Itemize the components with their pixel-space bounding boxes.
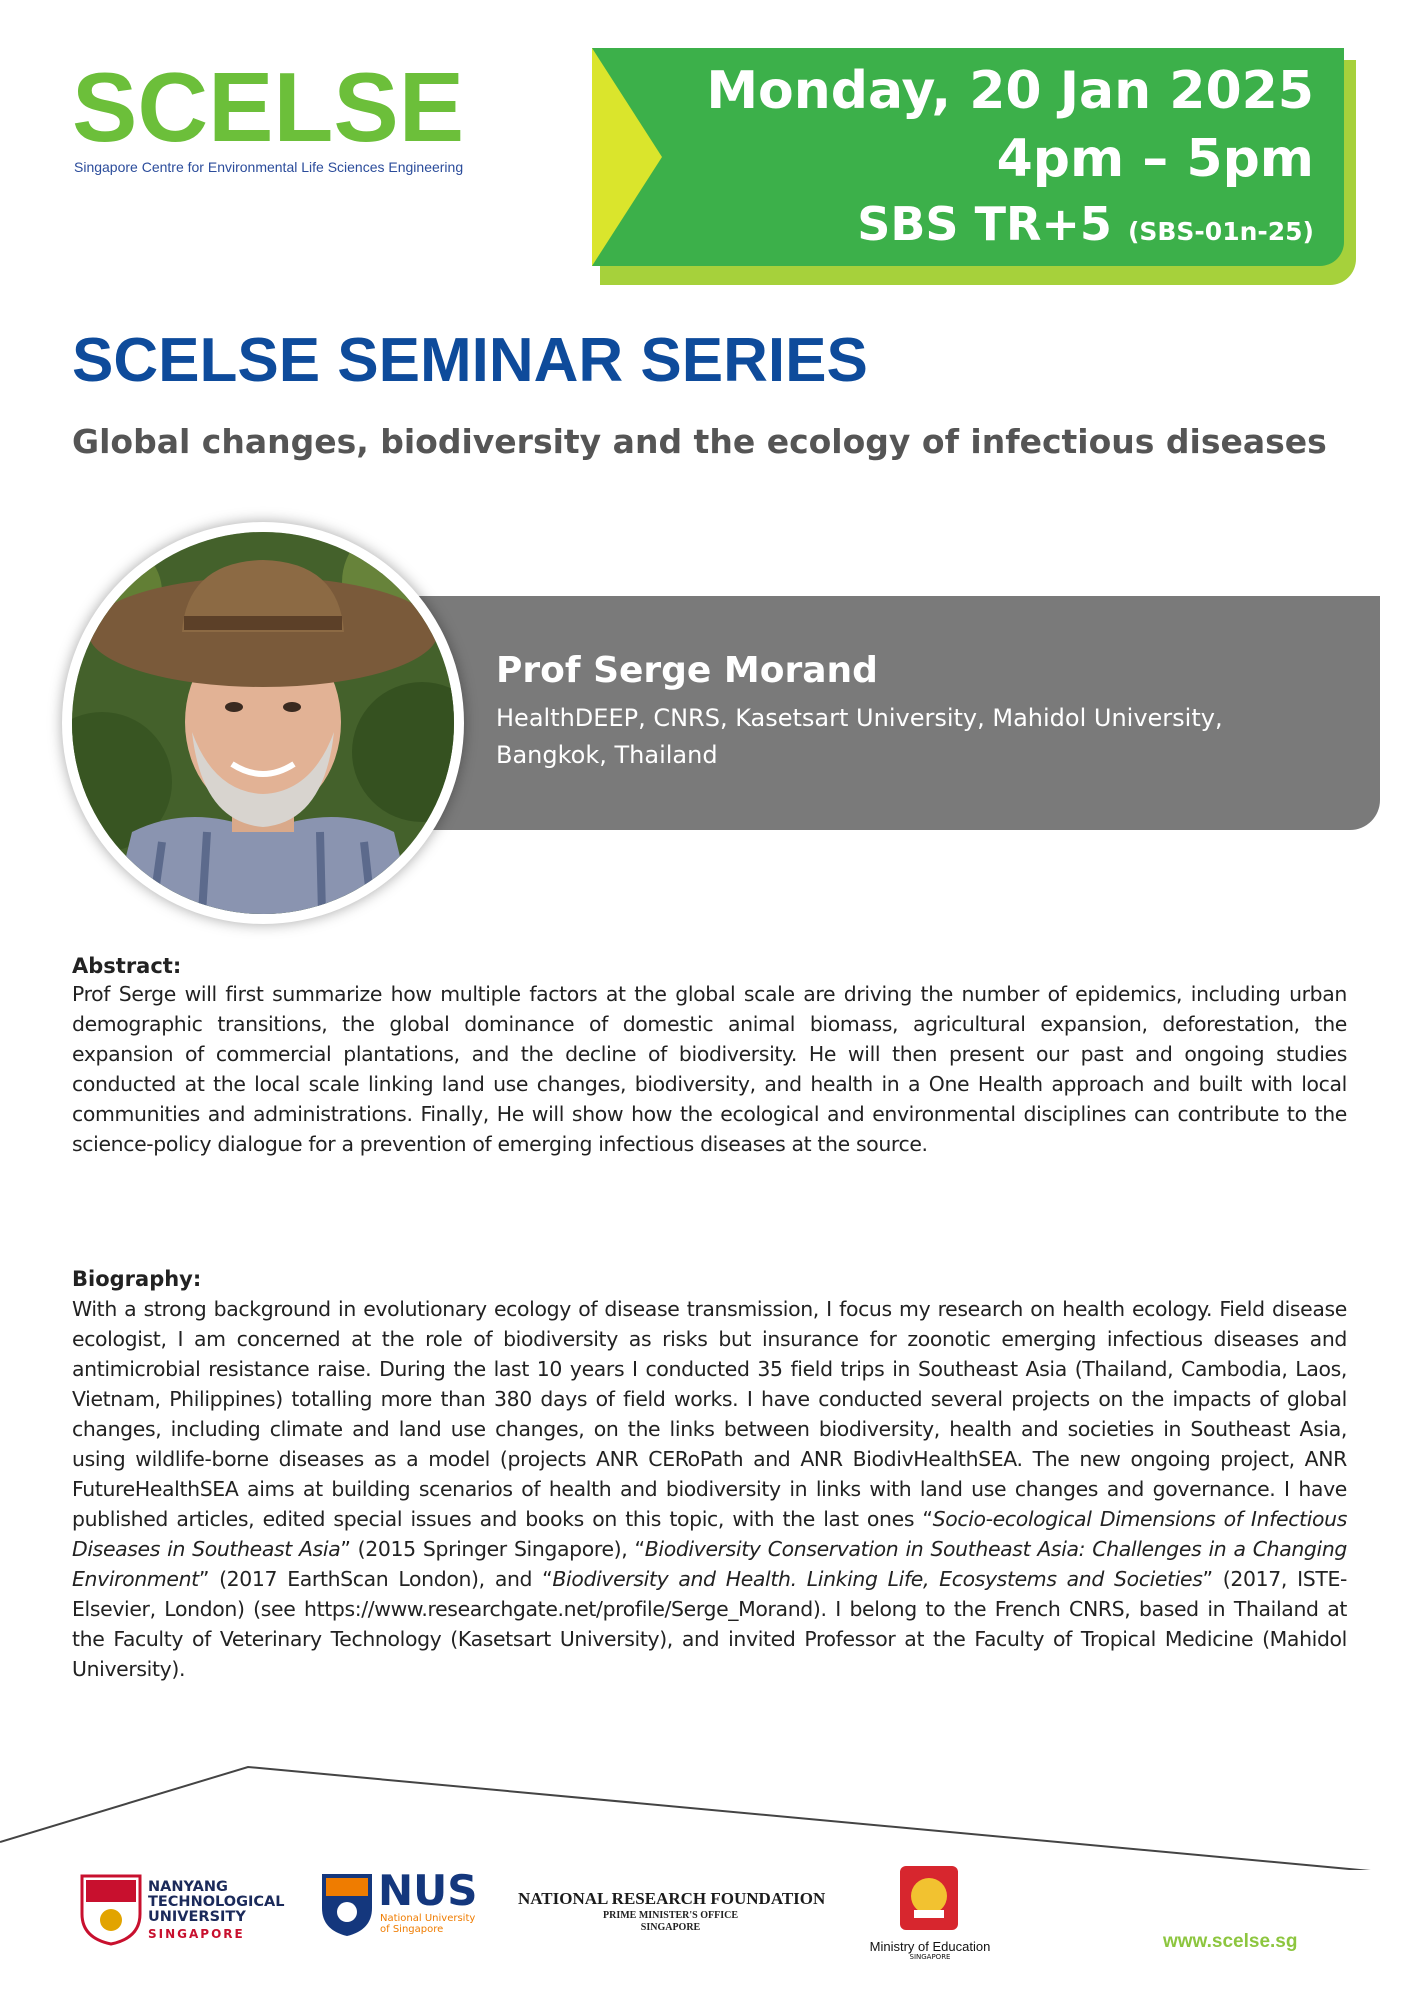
- book-title-3: Biodiversity and Health. Linking Life, Ecosystems and Societies: [552, 1567, 1203, 1591]
- abstract-heading: Abstract:: [72, 954, 182, 978]
- nrf-title: NATIONAL RESEARCH FOUNDATION: [518, 1889, 826, 1908]
- event-venue-code: (SBS-01n-25): [1127, 217, 1314, 246]
- biography-text: [72, 1294, 1347, 1684]
- biography-part-3: ” (2017 EarthScan London), and “: [198, 1567, 553, 1591]
- speaker-photo: [72, 532, 454, 914]
- abstract-text: Prof Serge will first summarize how multiple factors at the global scale are driving the number of epidemics, including urban demographic transitions, the global dominance of domestic animal biomass, agricultural expansion, deforestation, the expansion of commercial plantations, and the decline of biodiversity. He will then present our past and ongoing studies conducted at the local scale linking land use changes, biodiversity, and health in a One Health approach and built with local communities and administrations. Finally, He will show how the ecological and environmental disciplines can contribute to the science-policy dialogue for a prevention of emerging infectious diseases at the source.: [72, 982, 1347, 1156]
- nus-logo: NUS: [378, 1866, 478, 1915]
- nus-fullname: [380, 1913, 475, 1935]
- biography-part-1: With a strong background in evolutionary ecology of disease transmission, I focus my research on health ecology. Field disease ecologist, I am concerned at the role of biodiversity as risks but insurance for zoonotic emerging infectious diseases and antimicrobial resistance raise. During the last 10 years I conducted 35 field trips in Southeast Asia (Thailand, Cambodia, Laos, Vietnam, Philippines) totalling more than 380 days of field works. I have conducted several projects on the impacts of global changes, including climate and land use changes, on the links between biodiversity, health and societies in Southeast Asia, using wildlife-borne diseases as a model (projects ANR CERoPath and ANR BiodivHealthSEA. The new ongoing project, ANR FutureHealthSEA aims at building scenarios of health and biodiversity in links with land use changes and governance. I have published articles, edited special issues and books on this topic, with the last ones “: [72, 1297, 1347, 1531]
- website-link[interactable]: www.scelse.sg: [1163, 1931, 1298, 1952]
- biography-part-4: ” (2017, ISTE-Elsevier, London) (see https://www.researchgate.net/profile/Serge_Morand). I belong to the French CNRS, based in Thailand at the Faculty of Veterinary Technology (Kasetsart University), and invited Professor at the Faculty of Tropical Medicine (Mahidol University).: [72, 1567, 1347, 1681]
- scelse-logo-subtitle: Singapore Centre for Environmental Life Sciences Engineering: [74, 159, 464, 175]
- event-venue-name: SBS TR+5: [857, 197, 1112, 251]
- book-title-1: Socio-ecological Dimensions of Infectious Diseases in Southeast Asia: [72, 1507, 1347, 1561]
- moe-crest-icon: [896, 1862, 962, 1934]
- footer-divider: [0, 1750, 1414, 1870]
- ntu-crest-icon: [80, 1874, 142, 1946]
- biography-part-2: ” (2015 Springer Singapore), “: [340, 1537, 645, 1561]
- event-date: Monday, 20 Jan 2025: [706, 61, 1314, 121]
- speaker-affiliation: HealthDEEP, CNRS, Kasetsart University, Mahidol University, Bangkok, Thailand: [496, 704, 1223, 769]
- nrf-subtitle: [518, 1910, 823, 1934]
- nrf-line-1: PRIME MINISTER'S OFFICE: [602, 1910, 738, 1921]
- ntu-line-3: UNIVERSITY: [148, 1909, 246, 1925]
- ntu-line-1: NANYANG: [148, 1879, 228, 1895]
- nus-line-2: of Singapore: [380, 1924, 444, 1935]
- ntu-name: [148, 1880, 284, 1925]
- event-time: 4pm – 5pm: [996, 129, 1314, 189]
- event-venue: [857, 194, 1314, 262]
- book-title-2: Biodiversity Conservation in Southeast Asia: Challenges in a Changing Environment: [72, 1537, 1347, 1591]
- talk-title: Global changes, biodiversity and the ecology of infectious diseases: [72, 422, 1327, 461]
- moe-singapore: SINGAPORE: [909, 1953, 951, 1961]
- nrf-line-2: SINGAPORE: [640, 1922, 701, 1933]
- scelse-logo: SCELSE: [72, 52, 465, 162]
- ntu-line-2: TECHNOLOGICAL: [148, 1894, 285, 1910]
- ntu-singapore: SINGAPORE: [148, 1927, 245, 1941]
- moe-name: Ministry of Education: [869, 1939, 991, 1954]
- nus-crest-icon: [320, 1872, 374, 1938]
- banner-arrow-icon: [592, 48, 662, 266]
- series-title: SCELSE SEMINAR SERIES: [72, 326, 868, 395]
- speaker-name: Prof Serge Morand: [496, 650, 878, 691]
- biography-heading: Biography:: [72, 1267, 202, 1291]
- nus-line-1: National University: [380, 1913, 476, 1924]
